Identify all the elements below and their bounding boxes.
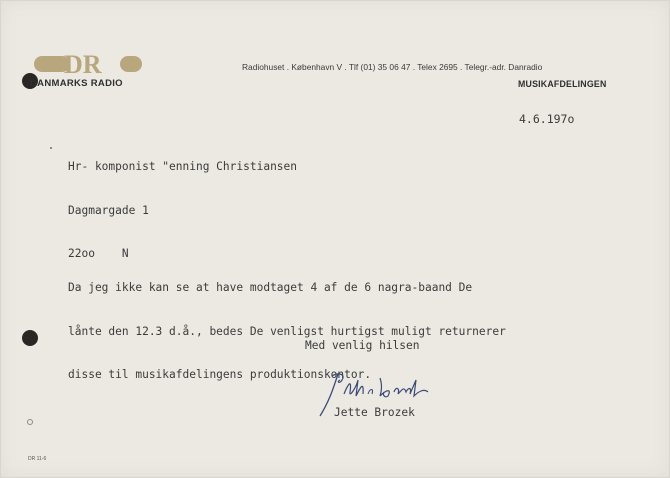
address-line: Hr- komponist "enning Christiansen [68,160,298,173]
letter-date: 4.6.197o [519,112,575,126]
station-name: DANMARKS RADIO [30,78,123,89]
letter-body [68,252,506,412]
contact-line: Radiohuset . København V . Tlf (01) 35 06 47 . Telex 2695 . Telegr.-adr. Danradio [242,62,543,72]
address-line: Dagmargade 1 [68,203,149,217]
body-line: disse til musikafdelingens produktionskontor. [68,368,372,381]
punch-hole-bottom [22,330,38,346]
logo-text: DR [64,52,102,76]
department-name: MUSIKAFDELINGEN [518,79,607,89]
body-line: Da jeg ikke kan se at have modtaget 4 af de 6 nagra-baand De [68,281,473,294]
paper-mark [27,419,33,425]
closing-phrase: Med venlig hilsen [305,339,420,352]
dr-logo [34,52,142,76]
address-line: 22oo N [68,247,129,260]
signer-name: Jette Brozek [334,406,415,419]
form-code: DR 11-6 [28,456,47,462]
body-line: lånte den 12.3 d.å., bedes De venligst hurtigst muligt returnerer [68,324,506,338]
ink-dot [50,147,52,149]
